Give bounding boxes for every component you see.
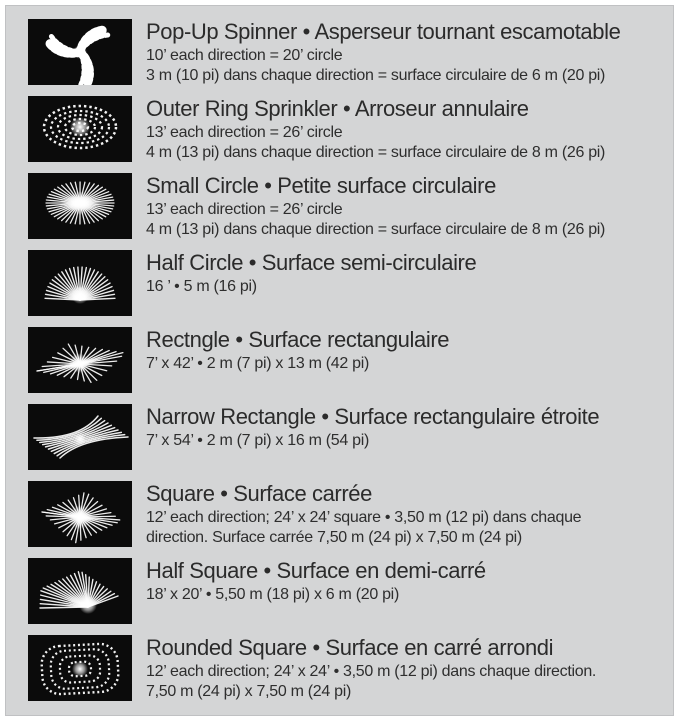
pattern-row-outer-ring-sprinkler: [28, 96, 673, 173]
pattern-detail-line: 7’ x 42’ • 2 m (7 pi) x 13 m (42 pi): [146, 354, 449, 374]
pattern-row-rectangle: [28, 327, 673, 404]
pattern-row-pop-up-spinner: [28, 19, 673, 96]
pattern-title: Narrow Rectangle • Surface rectangulaire étroite: [146, 404, 599, 429]
half-circle-spray-pattern-image: [28, 250, 132, 316]
pattern-title: Rectngle • Surface rectangulaire: [146, 327, 449, 352]
pattern-title: Pop-Up Spinner • Asperseur tournant escamotable: [146, 19, 620, 44]
pattern-title: Square • Surface carrée: [146, 481, 581, 506]
pattern-row-half-circle: [28, 250, 673, 327]
pattern-detail-line: 16 ’ • 5 m (16 pi): [146, 277, 476, 297]
narrow-rectangle-spray-pattern-image: [28, 404, 132, 470]
pattern-detail-line: 13’ each direction = 26’ circle: [146, 200, 605, 220]
pattern-title: Rounded Square • Surface en carré arrondi: [146, 635, 596, 660]
pattern-detail-line: 12’ each direction; 24’ x 24’ • 3,50 m (12 pi) dans chaque direction.: [146, 662, 596, 682]
pattern-row-small-circle: [28, 173, 673, 250]
pattern-title: Half Square • Surface en demi-carré: [146, 558, 486, 583]
rounded-square-spray-pattern-image: [28, 635, 132, 701]
pattern-title: Outer Ring Sprinkler • Arroseur annulaire: [146, 96, 605, 121]
pattern-row-half-square: [28, 558, 673, 635]
pattern-detail-line: direction. Surface carrée 7,50 m (24 pi) x 7,50 m (24 pi): [146, 528, 581, 548]
pattern-detail-line: 7,50 m (24 pi) x 7,50 m (24 pi): [146, 682, 596, 702]
pattern-detail-line: 4 m (13 pi) dans chaque direction = surface circulaire de 8 m (26 pi): [146, 143, 605, 163]
pattern-detail-line: 3 m (10 pi) dans chaque direction = surface circulaire de 6 m (20 pi): [146, 66, 620, 86]
pattern-title: Small Circle • Petite surface circulaire: [146, 173, 605, 198]
pattern-detail-line: 18’ x 20’ • 5,50 m (18 pi) x 6 m (20 pi): [146, 585, 486, 605]
pattern-row-narrow-rectangle: [28, 404, 673, 481]
pop-up-spinner-spray-pattern-image: [28, 19, 132, 85]
small-circle-spray-pattern-image: [28, 173, 132, 239]
rectangle-spray-pattern-image: [28, 327, 132, 393]
half-square-spray-pattern-image: [28, 558, 132, 624]
pattern-row-square: [28, 481, 673, 558]
pattern-detail-line: 10’ each direction = 20’ circle: [146, 46, 620, 66]
pattern-detail-line: 12’ each direction; 24’ x 24’ square • 3,50 m (12 pi) dans chaque: [146, 508, 581, 528]
pattern-title: Half Circle • Surface semi-circulaire: [146, 250, 476, 275]
pattern-row-rounded-square: [28, 635, 673, 712]
spray-pattern-legend-panel: [5, 5, 674, 716]
pattern-detail-line: 13’ each direction = 26’ circle: [146, 123, 605, 143]
pattern-detail-line: 4 m (13 pi) dans chaque direction = surface circulaire de 8 m (26 pi): [146, 220, 605, 240]
square-spray-pattern-image: [28, 481, 132, 547]
outer-ring-sprinkler-spray-pattern-image: [28, 96, 132, 162]
pattern-detail-line: 7’ x 54’ • 2 m (7 pi) x 16 m (54 pi): [146, 431, 599, 451]
